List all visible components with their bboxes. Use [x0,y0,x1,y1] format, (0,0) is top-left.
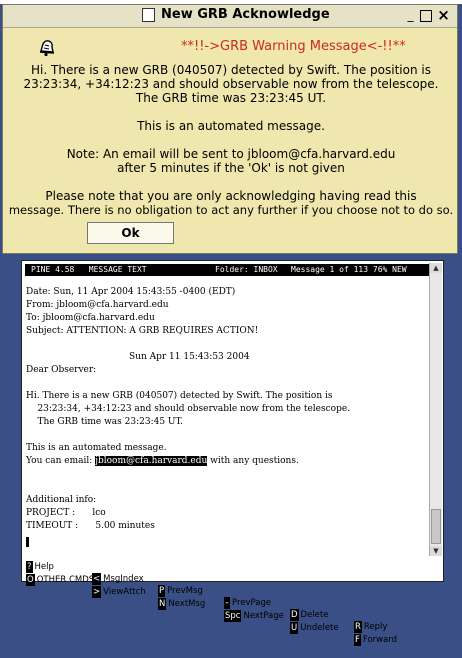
message-line: PROJECT : lco [26,508,106,518]
dialog-message-line: This is an automated message. [137,119,325,133]
message-line: Sun Apr 11 15:43:53 2004 [26,352,250,362]
menu-delete[interactable]: D Delete [291,610,329,620]
dialog-titlebar[interactable] [3,5,457,28]
dialog-message-line: Note: An email will be sent to jbloom@cfa.harvard.edu [66,147,396,161]
menu-other-cmds[interactable]: O OTHER CMDS [27,575,95,585]
menu-prevpage[interactable]: - PrevPage [225,598,272,608]
menu-viewattch[interactable]: > ViewAttch [93,587,146,597]
dialog-message-line: 23:23:34, +34:12:23 and should observable now from the telescope. [23,77,439,91]
dialog-message-line: Please note that you are only acknowledging having read this [45,189,417,203]
dialog-message-line: The GRB time was 23:23:45 UT. [135,91,327,105]
message-line: From: jbloom@cfa.harvard.edu [26,300,169,310]
ok-button[interactable]: Ok [87,222,174,244]
message-line: Subject: ATTENTION: A GRB REQUIRES ACTION! [26,326,259,336]
bell-icon [37,37,57,57]
message-position: Message 1 of 113 76% NEW [291,265,407,274]
message-line: Hi. There is a new GRB (040507) detected by Swift. The position is [26,391,333,401]
menu-msgindex[interactable]: < MsgIndex [93,574,144,584]
folder-label: Folder: INBOX [215,265,278,274]
menu-nextpage[interactable]: Spc NextPage [225,611,284,621]
menu-nextmsg[interactable]: N NextMsg [159,599,206,609]
message-body [26,287,351,531]
minimize-icon[interactable]: _ [407,8,414,22]
menu-undelete[interactable]: U Undelete [291,623,339,633]
dialog-message-line: after 5 minutes if the 'Ok' is not given [117,161,345,175]
dialog-title: New GRB Acknowledge [161,7,330,22]
menu-help[interactable]: ? Help [27,562,54,572]
message-line: Dear Observer: [26,365,97,375]
close-icon[interactable]: × [437,6,450,24]
email-link[interactable]: jbloom@cfa.harvard.edu [95,456,208,466]
pine-terminal-window [21,260,444,645]
message-line: TIMEOUT : 5.00 minutes [26,521,155,531]
menu-prevmsg[interactable]: P PrevMsg [159,586,203,596]
scrollbar[interactable] [429,263,442,556]
pine-status-header [25,264,430,276]
dialog-message-line: Hi. There is a new GRB (040507) detected by Swift. The position is [31,63,431,77]
message-line: The GRB time was 23:23:45 UT. [26,417,184,427]
email-suffix: with any questions. [207,456,299,466]
scroll-up-icon[interactable]: ▲ [430,263,442,273]
email-line [26,456,299,467]
dialog-message-line: message. There is no obligation to act any further if you choose not to do so. [8,203,454,217]
warning-heading: **!!->GRB Warning Message<-!!** [181,39,406,54]
grb-acknowledge-dialog [2,4,458,254]
scroll-down-icon[interactable]: ▼ [430,546,442,556]
window-icon [142,8,155,22]
text-cursor [26,537,29,547]
message-line: This is an automated message. [26,443,167,453]
message-line: Additional info: [26,495,97,505]
pine-title: PINE 4.58 MESSAGE TEXT [31,265,147,274]
message-line: Date: Sun, 11 Apr 2004 15:43:55 -0400 (EDT) [26,287,236,297]
menu-reply[interactable]: R Reply [355,622,388,632]
message-line: To: jbloom@cfa.harvard.edu [26,313,155,323]
message-line: 23:23:34, +34:12:23 and should observable now from the telescope. [26,404,351,414]
email-prefix: You can email: [26,456,96,466]
scrollbar-thumb[interactable] [431,509,441,544]
menu-forward[interactable]: F Forward [355,635,398,645]
maximize-icon[interactable] [420,10,432,22]
